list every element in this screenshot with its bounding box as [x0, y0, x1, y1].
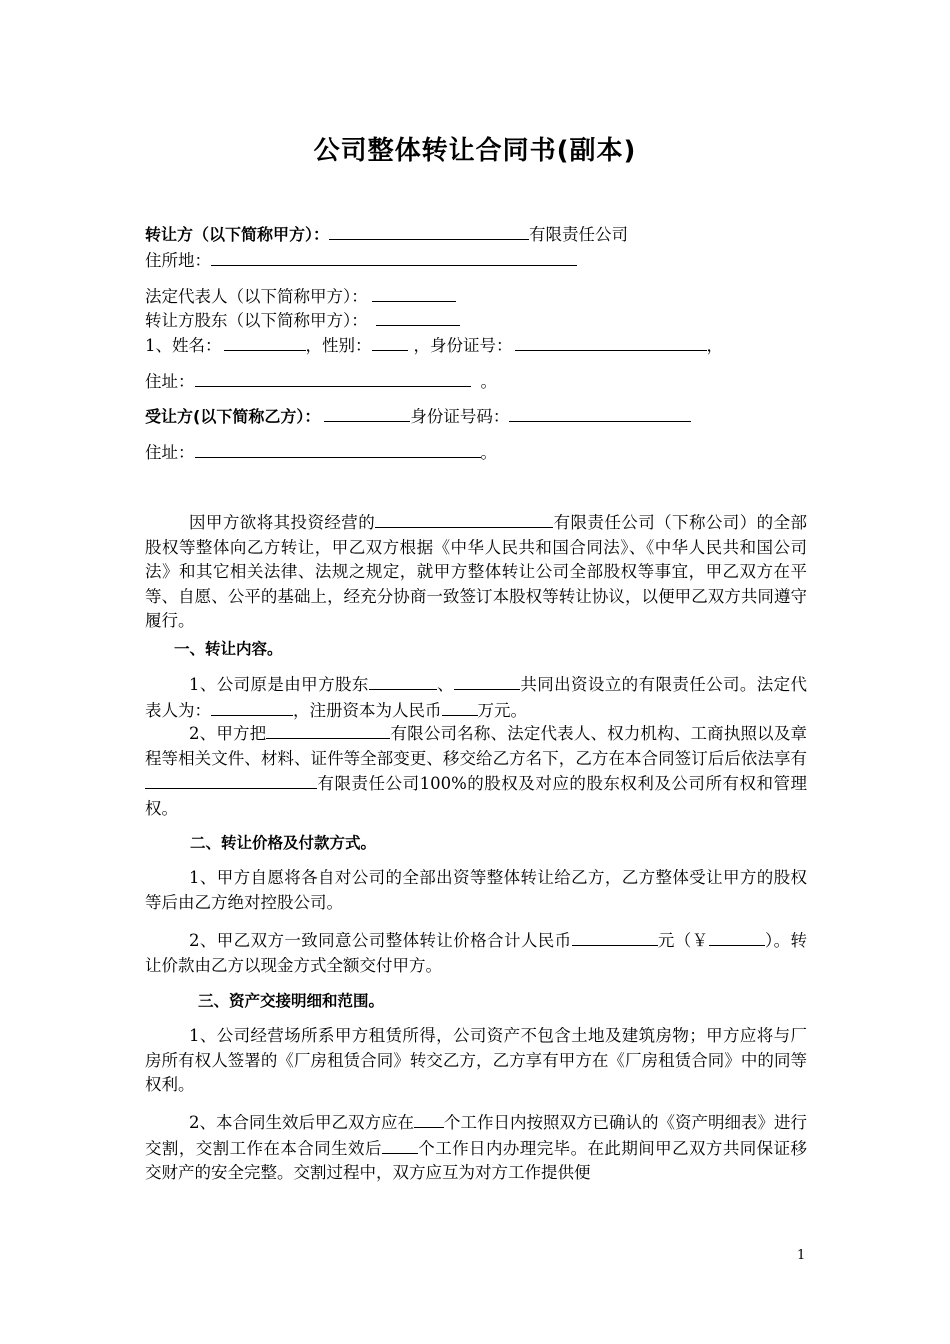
shareholder-detail-line [145, 333, 723, 358]
s1p1-text-c: 共同出资设立的有限责任公司。法定代表人为： [145, 675, 808, 720]
section-2-paragraph-1: 1、甲方自愿将各自对公司的全部出资等整体转让给乙方，乙方整体受让甲方的股权等后由乙方绝对控股公司。 [145, 868, 807, 912]
legal-rep-blank[interactable] [372, 284, 456, 302]
intro-text-2: 有限责任公司（下称公司）的全部股权等整体向乙方转让，甲乙双方根据《中华人民共和国合同法》、《中华人民共和国公司法》和其它相关法律、法规之规定，就甲方整体转让公司全部股权等事宜，甲乙双方在平等、自愿、公平的基础上，经充分协商一致签订本股权等转让协议，以便甲乙双方共同遵守履行。 [145, 513, 808, 630]
name-blank[interactable] [224, 333, 306, 351]
section-3-heading: 三、资产交接明细和范围。 [198, 992, 385, 1010]
shareholder-1-blank[interactable] [369, 672, 437, 690]
s2p2-text-c: ）。转让价款由乙方以现金方式全额交付甲方。 [145, 931, 808, 975]
section-1-heading: 一、转让内容。 [174, 640, 283, 658]
id-label: ，身份证号： [413, 336, 513, 355]
page-number: 1 [797, 1248, 806, 1263]
party-a-line [145, 222, 628, 247]
party-b-residence-line [145, 440, 497, 465]
party-a-company-suffix: 有限责任公司 [529, 225, 629, 244]
s1p1-text-d: ，注册资本为人民币 [293, 700, 442, 720]
party-b-residence-period: 。 [480, 443, 497, 462]
legal-rep-name-blank[interactable] [211, 698, 293, 716]
document-title: 公司整体转让合同书(副本) [313, 136, 637, 166]
transfer-company-blank[interactable] [266, 721, 390, 739]
s3p2-text-c: 个工作日内办理完毕。在此期间甲乙双方共同保证移交财产的安全完整。交割过程中，双方应互为对方工作提供便 [145, 1138, 808, 1182]
party-a-address-line [145, 248, 577, 273]
party-a-label: 转让方（以下简称甲方）： [145, 225, 330, 244]
s1p2-text-a: 2、甲方把 [189, 724, 267, 743]
section-3-paragraph-1: 1、公司经营场所系甲方租赁所得，公司资产不包含土地及建筑房物；甲方应将与厂房所有权人签署的《厂房租赁合同》转交乙方，乙方享有甲方在《厂房租赁合同》中的同等权利。 [145, 1026, 807, 1094]
shareholder-blank[interactable] [376, 308, 460, 326]
owned-company-blank[interactable] [145, 771, 317, 789]
price-blank[interactable] [572, 928, 658, 946]
legal-rep-line [145, 284, 456, 309]
s1p1-text-a: 1、公司原是由甲方股东 [189, 675, 369, 694]
shareholder-line [145, 308, 460, 333]
party-b-line [145, 404, 691, 429]
days-1-blank[interactable] [414, 1110, 444, 1128]
shareholder-label: 转让方股东（以下简称甲方）： [145, 311, 368, 330]
section-1-paragraph-1 [145, 672, 807, 723]
party-b-label: 受让方(以下简称乙方）： [145, 407, 321, 426]
party-a-residence-label: 住址： [145, 372, 195, 391]
name-label: 1、姓名： [145, 336, 222, 355]
gender-label: ，性别： [305, 336, 372, 355]
section-2-heading: 二、转让价格及付款方式。 [190, 834, 377, 852]
gender-blank[interactable] [372, 333, 408, 351]
price-numeric-blank[interactable] [709, 928, 765, 946]
party-b-residence-label: 住址： [145, 443, 195, 462]
s2p2-text-a: 2、甲乙双方一致同意公司整体转让价格合计人民币 [189, 931, 572, 950]
s1p1-text-b: 、 [436, 675, 454, 694]
id-blank[interactable] [515, 333, 707, 351]
party-b-name-blank[interactable] [324, 404, 410, 422]
shareholder-2-blank[interactable] [454, 672, 520, 690]
s3p2-text-b: 个工作日内按照双方已确认的《资产明细表》进行交割，交割工作在本合同生效后 [145, 1113, 807, 1158]
intro-paragraph [145, 510, 807, 634]
s1p2-text-b: 有限公司名称、法定代表人、权力机构、工商执照以及章程等相关文件、材料、证件等全部变更、移交给乙方名下，乙方在本合同签订后后依法享有 [145, 724, 808, 768]
party-a-residence-line [145, 369, 497, 394]
s2p2-text-b: 元（￥ [657, 931, 709, 950]
party-a-address-label: 住所地： [145, 251, 211, 270]
comma: ， [706, 336, 723, 355]
s3p2-text-a: 2、本合同生效后甲乙双方应在 [189, 1113, 414, 1132]
days-2-blank[interactable] [382, 1136, 418, 1154]
section-2-paragraph-2 [145, 928, 807, 978]
s1p1-text-e: 万元。 [477, 700, 527, 720]
party-a-residence-period: 。 [480, 372, 497, 391]
party-a-address-blank[interactable] [211, 248, 577, 266]
section-3-paragraph-2 [145, 1110, 807, 1186]
party-a-residence-blank[interactable] [195, 369, 471, 387]
intro-company-blank[interactable] [375, 510, 553, 528]
party-b-residence-blank[interactable] [195, 440, 481, 458]
legal-rep-label: 法定代表人（以下简称甲方）： [145, 287, 368, 306]
capital-blank[interactable] [442, 698, 478, 716]
intro-text-1: 因甲方欲将其投资经营的 [189, 513, 376, 532]
party-a-company-blank[interactable] [329, 222, 529, 240]
section-1-paragraph-2 [145, 721, 807, 821]
party-b-id-blank[interactable] [509, 404, 691, 422]
party-b-id-label: 身份证号码： [410, 407, 510, 426]
s1p2-text-c: 有限责任公司100%的股权及对应的股东权利及公司所有权和管理权。 [145, 774, 807, 818]
